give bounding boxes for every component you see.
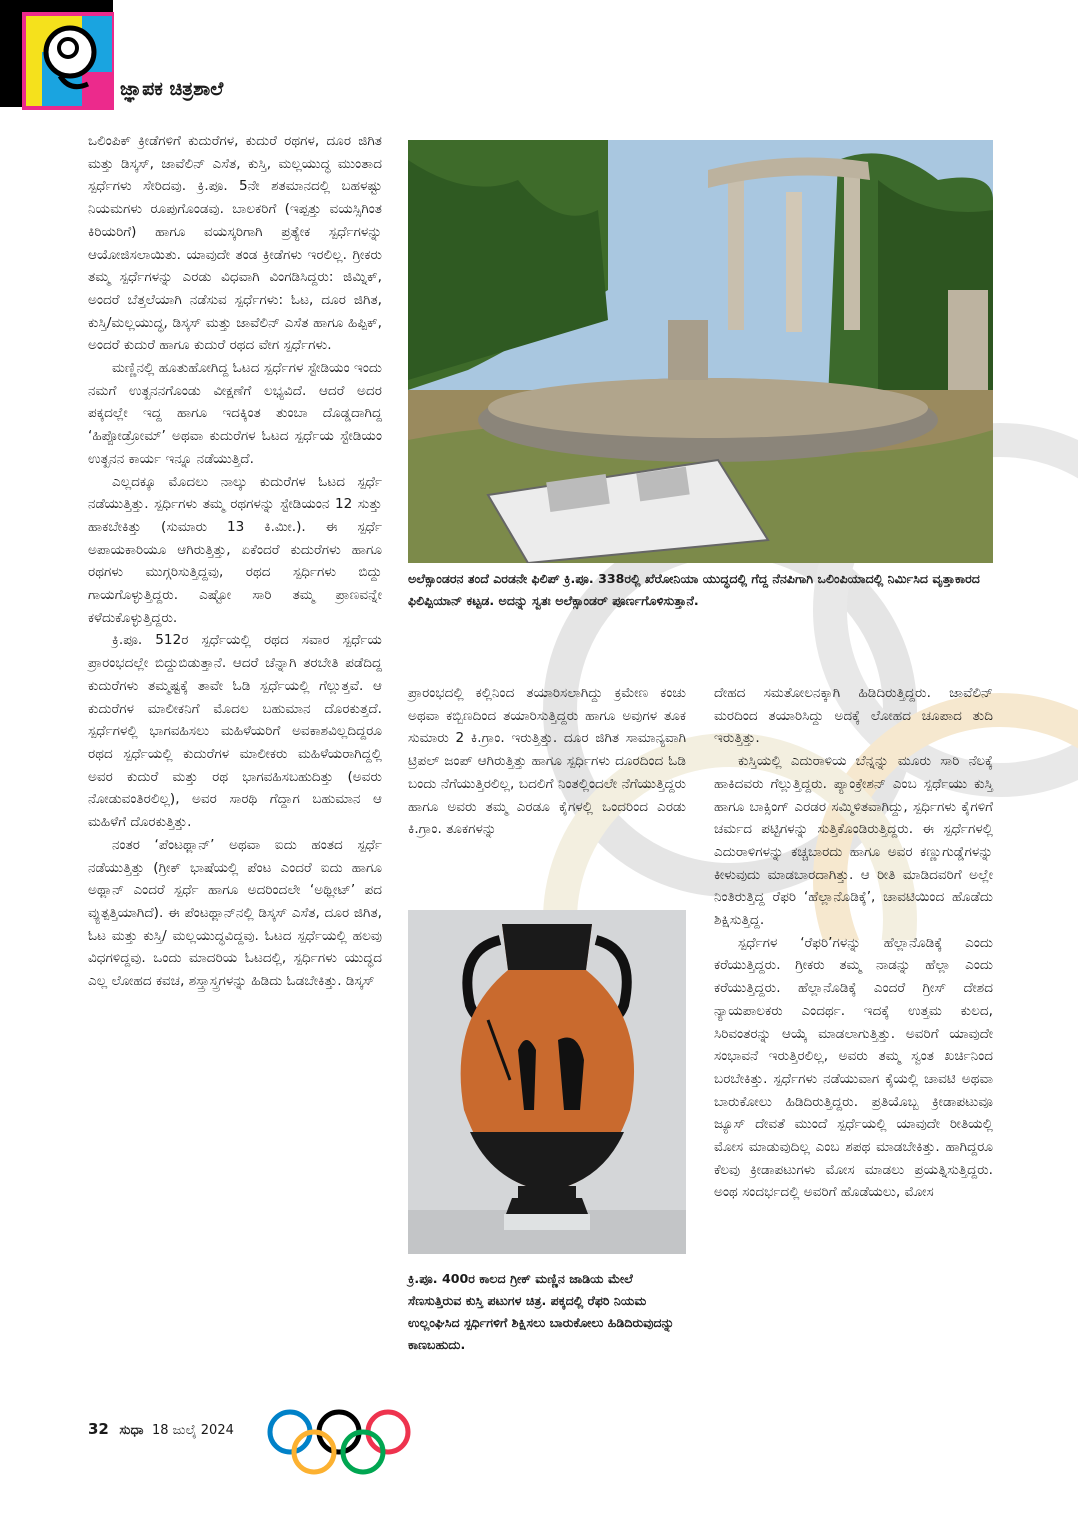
article-paragraph: ದೇಹದ ಸಮತೋಲನಕ್ಕಾಗಿ ಹಿಡಿದಿರುತ್ತಿದ್ದರು. ಜಾವೆಲಿನ್ ಮರದಿಂದ ತಯಾರಿಸಿದ್ದು ಅದಕ್ಕೆ ಲೋಹದ ಚೂಪಾದ ತುದಿ ಇರುತ್ತಿತ್ತು. (714, 685, 993, 747)
article-paragraph: ಕುಸ್ತಿಯಲ್ಲಿ ಎದುರಾಳಿಯ ಬೆನ್ನನ್ನು ಮೂರು ಸಾರಿ ನೆಲಕ್ಕೆ ಹಾಕಿದವರು ಗೆಲ್ಲುತ್ತಿದ್ದರು. ಪ್ಯಾಂಕ್ರೇಶನ್ ಎಂಬ ಸ್ಪರ್ಧೆಯು ಕುಸ್ತಿ ಹಾಗೂ ಬಾಕ್ಸಿಂಗ್ ಎರಡರ ಸಮ್ಮಿಳಿತವಾಗಿದ್ದು, ಸ್ಪರ್ಧಿಗಳು ಕೈಗಳಿಗೆ ಚರ್ಮದ ಪಟ್ಟಿಗಳನ್ನು ಸುತ್ತಿಕೊಂಡಿರುತ್ತಿದ್ದರು. ಈ ಸ್ಪರ್ಧೆಗಳಲ್ಲಿ ಎದುರಾಳಿಗಳನ್ನು ಕಚ್ಚಬಾರದು ಹಾಗೂ ಅವರ ಕಣ್ಣುಗುಡ್ಡೆಗಳನ್ನು ಕೀಳುವುದು ಮಾಡಬಾರದಾಗಿತ್ತು. ಆ ರೀತಿ ಮಾಡಿದವರಿಗೆ ಅಲ್ಲೇ ನಿಂತಿರುತ್ತಿದ್ದ ರೆಫರಿ ‘ಹೆಲ್ಲಾನೊಡಿಕ್ಕೆ’, ಚಾವಟಿಯಿಂದ ಹೊಡೆದು ಶಿಕ್ಷಿಸುತ್ತಿದ್ದ. (714, 753, 993, 929)
philippeion-caption: ಅಲೆಕ್ಸಾಂಡರನ ತಂದೆ ಎರಡನೇ ಫಿಲಿಪ್ ಕ್ರಿ.ಪೂ. 338ರಲ್ಲಿ ಖೆರೋನಿಯಾ ಯುದ್ಧದಲ್ಲಿ ಗೆದ್ದ ನೆನಪಿಗಾಗಿ ಒಲಿಂಪಿಯಾದಲ್ಲಿ ನಿರ್ಮಿಸಿದ ವೃತ್ತಾಕಾರದ ಫಿಲಿಪ್ಪಿಯಾನ್ ಕಟ್ಟಡ. ಅದನ್ನು ಸ್ವತಃ ಅಲೆಕ್ಸಾಂಡರ್ ಪೂರ್ಣಗೊಳಿಸುತ್ತಾನೆ. (408, 571, 980, 608)
section-title: ಜ್ಞಾಪಕ ಚಿತ್ರಶಾಲೆ (120, 78, 224, 100)
article-paragraph: ಕ್ರಿ.ಪೂ. 512ರ ಸ್ಪರ್ಧೆಯಲ್ಲಿ ರಥದ ಸವಾರ ಸ್ಪರ್ಧೆಯ ಪ್ರಾರಂಭದಲ್ಲೇ ಬಿದ್ದುಬಿಡುತ್ತಾನೆ. ಆದರೆ ಚೆನ್ನಾಗಿ ತರಬೇತಿ ಪಡೆದಿದ್ದ ಕುದುರೆಗಳು ತಮ್ಮಷ್ಟಕ್ಕೆ ತಾವೇ ಓಡಿ ಸ್ಪರ್ಧೆಯಲ್ಲಿ ಗೆಲ್ಲುತ್ತವೆ. ಆ ಕುದುರೆಗಳ ಮಾಲೀಕನಿಗೆ ಮೊದಲ ಬಹುಮಾನ ದೊರಕುತ್ತದೆ. ಸ್ಪರ್ಧೆಗಳಲ್ಲಿ ಭಾಗವಹಿಸಲು ಮಹಿಳೆಯರಿಗೆ ಅವಕಾಶವಿಲ್ಲದಿದ್ದರೂ ರಥದ ಸ್ಪರ್ಧೆಯಲ್ಲಿ ಕುದುರೆಗಳ ಮಾಲೀಕರು ಮಹಿಳೆಯರಾಗಿದ್ದಲ್ಲಿ ಅವರ ಕುದುರೆ ಮತ್ತು ರಥ ಭಾಗವಹಿಸಬಹುದಿತ್ತು (ಅವರು ನೋಡುವಂತಿರಲಿಲ್ಲ), ಅವರ ಸಾರಥಿ ಗೆದ್ದಾಗ ಬಹುಮಾನ ಆ ಮಹಿಳೆಗೆ ದೊರಕುತ್ತಿತ್ತು. (88, 632, 382, 831)
column-1 (88, 130, 382, 1400)
article-paragraph: ನಂತರ ‘ಪೆಂಟಥ್ಲಾನ್’ ಅಥವಾ ಐದು ಹಂತದ ಸ್ಪರ್ಧೆ ನಡೆಯುತ್ತಿತ್ತು (ಗ್ರೀಕ್ ಭಾಷೆಯಲ್ಲಿ ಪೆಂಟ ಎಂದರೆ ಐದು ಹಾಗೂ ಅಥ್ಲಾನ್ ಎಂದರೆ ಸ್ಪರ್ಧೆ ಹಾಗೂ ಅದರಿಂದಲೇ ‘ಅಥ್ಲೀಟ್’ ಪದ ವ್ಯುತ್ಪತ್ತಿಯಾಗಿದೆ). ಈ ಪೆಂಟಥ್ಲಾನ್‌ನಲ್ಲಿ ಡಿಸ್ಕಸ್ ಎಸೆತ, ದೂರ ಜಿಗಿತ, ಓಟ ಮತ್ತು ಕುಸ್ತಿ/ ಮಲ್ಲಯುದ್ಧವಿದ್ದವು. ಓಟದ ಸ್ಪರ್ಧೆಯಲ್ಲಿ ಹಲವು ವಿಧಗಳಿದ್ದವು. ಒಂದು ಮಾದರಿಯ ಓಟದಲ್ಲಿ, ಸ್ಪರ್ಧಿಗಳು ಯುದ್ಧದ ಎಲ್ಲ ಲೋಹದ ಕವಚ, ಶಸ್ತ್ರಾಸ್ತ್ರಗಳನ್ನು ಹಿಡಿದು ಓಡಬೇಕಿತ್ತು. ಡಿಸ್ಕಸ್ (88, 836, 382, 990)
article-paragraph: ಎಲ್ಲದಕ್ಕೂ ಮೊದಲು ನಾಲ್ಕು ಕುದುರೆಗಳ ಓಟದ ಸ್ಪರ್ಧೆ ನಡೆಯುತ್ತಿತ್ತು. ಸ್ಪರ್ಧಿಗಳು ತಮ್ಮ ರಥಗಳನ್ನು ಸ್ಟೇಡಿಯಂನ 12 ಸುತ್ತು ಹಾಕಬೇಕಿತ್ತು (ಸುಮಾರು 13 ಕಿ.ಮೀ.). ಈ ಸ್ಪರ್ಧೆ ಅಪಾಯಕಾರಿಯೂ ಆಗಿರುತ್ತಿತ್ತು, ಏಕೆಂದರೆ ಕುದುರೆಗಳು ಹಾಗೂ ರಥಗಳು ಮುಗ್ಗರಿಸುತ್ತಿದ್ದವು, ರಥದ ಸ್ಪರ್ಧಿಗಳು ಬಿದ್ದು ಗಾಯಗೊಳ್ಳುತ್ತಿದ್ದರು. ಎಷ್ಟೋ ಸಾರಿ ತಮ್ಮ ಪ್ರಾಣವನ್ನೇ ಕಳೆದುಕೊಳ್ಳುತ್ತಿದ್ದರು. (88, 473, 382, 626)
article-paragraph: ಸ್ಪರ್ಧೆಗಳ ‘ರೆಫರಿ’ಗಳನ್ನು ಹೆಲ್ಲಾನೊಡಿಕ್ಕೆ ಎಂದು ಕರೆಯುತ್ತಿದ್ದರು. ಗ್ರೀಕರು ತಮ್ಮ ನಾಡನ್ನು ಹೆಲ್ಲಾ ಎಂದು ಕರೆಯುತ್ತಿದ್ದರು. ಹೆಲ್ಲಾನೊಡಿಕ್ಕೆ ಎಂದರೆ ಗ್ರೀಸ್ ದೇಶದ ನ್ಯಾಯಪಾಲಕರು ಎಂದರ್ಥ. ಇದಕ್ಕೆ ಉತ್ತಮ ಕುಲದ, ಸಿರಿವಂತರನ್ನು ಆಯ್ಕೆ ಮಾಡಲಾಗುತ್ತಿತ್ತು. ಅವರಿಗೆ ಯಾವುದೇ ಸಂಭಾವನೆ ಇರುತ್ತಿರಲಿಲ್ಲ, ಅವರು ತಮ್ಮ ಸ್ವಂತ ಖರ್ಚಿನಿಂದ ಬರಬೇಕಿತ್ತು. ಸ್ಪರ್ಧೆಗಳು ನಡೆಯುವಾಗ ಕೈಯಲ್ಲಿ ಚಾವಟಿ ಅಥವಾ ಬಾರುಕೋಲು ಹಿಡಿದಿರುತ್ತಿದ್ದರು. ಪ್ರತಿಯೊಬ್ಬ ಕ್ರೀಡಾಪಟುವೂ ಜ್ಯೂಸ್ ದೇವತೆ ಮುಂದೆ ಸ್ಪರ್ಧೆಯಲ್ಲಿ ಯಾವುದೇ ರೀತಿಯಲ್ಲಿ ಮೋಸ ಮಾಡುವುದಿಲ್ಲ ಎಂಬ ಶಪಥ ಮಾಡಬೇಕಿತ್ತು. ಹಾಗಿದ್ದರೂ ಕೆಲವು ಕ್ರೀಡಾಪಟುಗಳು ಮೋಸ ಮಾಡಲು ಪ್ರಯತ್ನಿಸುತ್ತಿದ್ದರು. ಅಂಥ ಸಂದರ್ಭದಲ್ಲಿ ಅವರಿಗೆ ಹೊಡೆಯಲು, ಮೋಸ (714, 934, 993, 1201)
greek-vase-caption: ಕ್ರಿ.ಪೂ. 400ರ ಕಾಲದ ಗ್ರೀಕ್ ಮಣ್ಣಿನ ಜಾಡಿಯ ಮೇಲೆ ಸೆಣಸುತ್ತಿರುವ ಕುಸ್ತಿ ಪಟುಗಳ ಚಿತ್ರ. ಪಕ್ಕದಲ್ಲಿ ರೆಫರಿ ನಿಯಮ ಉಲ್ಲಂಘಿಸಿದ ಸ್ಪರ್ಧಿಗಳಿಗೆ ಶಿಕ್ಷಿಸಲು ಬಾರುಕೋಲು ಹಿಡಿದಿರುವುದನ್ನು ಕಾಣಬಹುದು. (408, 1271, 675, 1352)
magazine-name: ಸುಧಾ (119, 1423, 144, 1438)
section-logo-mark (22, 12, 114, 110)
philippeion-photo (408, 140, 993, 563)
page-number: 32 (88, 1420, 109, 1438)
article-paragraph: ಪ್ರಾರಂಭದಲ್ಲಿ ಕಲ್ಲಿನಿಂದ ತಯಾರಿಸಲಾಗಿದ್ದು ಕ್ರಮೇಣ ಕಂಚು ಅಥವಾ ಕಬ್ಬಿಣದಿಂದ ತಯಾರಿಸುತ್ತಿದ್ದರು ಹಾಗೂ ಅವುಗಳ ತೂಕ ಸುಮಾರು 2 ಕಿ.ಗ್ರಾಂ. ಇರುತ್ತಿತ್ತು. ದೂರ ಜಿಗಿತ ಸಾಮಾನ್ಯವಾಗಿ ಟ್ರಿಪಲ್ ಜಂಪ್ ಆಗಿರುತ್ತಿತ್ತು ಹಾಗೂ ಸ್ಪರ್ಧಿಗಳು ದೂರದಿಂದ ಓಡಿ ಬಂದು ನೆಗೆಯುತ್ತಿರಲಿಲ್ಲ, ಬದಲಿಗೆ ನಿಂತಲ್ಲಿಂದಲೇ ನೆಗೆಯುತ್ತಿದ್ದರು ಹಾಗೂ ಅವರು ತಮ್ಮ ಎರಡೂ ಕೈಗಳಲ್ಲಿ ಒಂದರಿಂದ ಎರಡು ಕಿ.ಗ್ರಾಂ. ತೂಕಗಳನ್ನು (408, 685, 686, 838)
greek-vase-photo (408, 910, 686, 1254)
article-paragraph: ಒಲಿಂಪಿಕ್ ಕ್ರೀಡೆಗಳಿಗೆ ಕುದುರೆಗಳ, ಕುದುರೆ ರಥಗಳ, ದೂರ ಜಿಗಿತ ಮತ್ತು ಡಿಸ್ಕಸ್, ಜಾವೆಲಿನ್ ಎಸೆತ, ಕುಸ್ತಿ, ಮಲ್ಲಯುದ್ಧ ಮುಂತಾದ ಸ್ಪರ್ಧೆಗಳು ಸೇರಿದವು. ಕ್ರಿ.ಪೂ. 5ನೇ ಶತಮಾನದಲ್ಲಿ ಬಹಳಷ್ಟು ನಿಯಮಗಳು ರೂಪುಗೊಂಡವು. ಬಾಲಕರಿಗೆ (ಇಪ್ಪತ್ತು ವಯಸ್ಸಿಗಿಂತ ಕಿರಿಯರಿಗೆ) ಹಾಗೂ ವಯಸ್ಕರಿಗಾಗಿ ಪ್ರತ್ಯೇಕ ಸ್ಪರ್ಧೆಗಳನ್ನು ಆಯೋಜಿಸಲಾಯಿತು. ಯಾವುದೇ ತಂಡ ಕ್ರೀಡೆಗಳು ಇರಲಿಲ್ಲ. ಗ್ರೀಕರು ತಮ್ಮ ಸ್ಪರ್ಧೆಗಳನ್ನು ಎರಡು ವಿಧವಾಗಿ ವಿಂಗಡಿಸಿದ್ದರು: ಜಿಮ್ನಿಕ್, ಅಂದರೆ ಬೆತ್ತಲೆಯಾಗಿ ನಡೆಸುವ ಸ್ಪರ್ಧೆಗಳು: ಓಟ, ದೂರ ಜಿಗಿತ, ಕುಸ್ತಿ/ಮಲ್ಲಯುದ್ಧ, ಡಿಸ್ಕಸ್ ಮತ್ತು ಜಾವೆಲಿನ್ ಎಸೆತ ಹಾಗೂ ಹಿಪ್ಪಿಕ್, ಅಂದರೆ ಕುದುರೆ ಹಾಗೂ ಕುದುರೆ ರಥದ ವೇಗ ಸ್ಪರ್ಧೆಗಳು. (88, 133, 382, 354)
olympic-rings-logo (266, 1408, 412, 1478)
page-footer (88, 1420, 234, 1438)
column-2 (408, 682, 686, 892)
column-3 (714, 682, 993, 1402)
article-paragraph: ಮಣ್ಣಿನಲ್ಲಿ ಹೂತುಹೋಗಿದ್ದ ಓಟದ ಸ್ಪರ್ಧೆಗಳ ಸ್ಟೇಡಿಯಂ ಇಂದು ನಮಗೆ ಉತ್ಖನನಗೊಂಡು ವೀಕ್ಷಣೆಗೆ ಲಭ್ಯವಿದೆ. ಆದರೆ ಅದರ ಪಕ್ಕದಲ್ಲೇ ಇದ್ದ ಹಾಗೂ ಇದಕ್ಕಿಂತ ತುಂಬಾ ದೊಡ್ಡದಾಗಿದ್ದ ‘ಹಿಪ್ಪೋಡ್ರೋಮ್’ ಅಥವಾ ಕುದುರೆಗಳ ಓಟದ ಸ್ಪರ್ಧೆಯ ಸ್ಟೇಡಿಯಂ ಉತ್ಖನನ ಕಾರ್ಯ ಇನ್ನೂ ನಡೆಯುತ್ತಿದೆ. (88, 360, 382, 467)
issue-date: 18 ಜುಲೈ 2024 (151, 1423, 234, 1438)
